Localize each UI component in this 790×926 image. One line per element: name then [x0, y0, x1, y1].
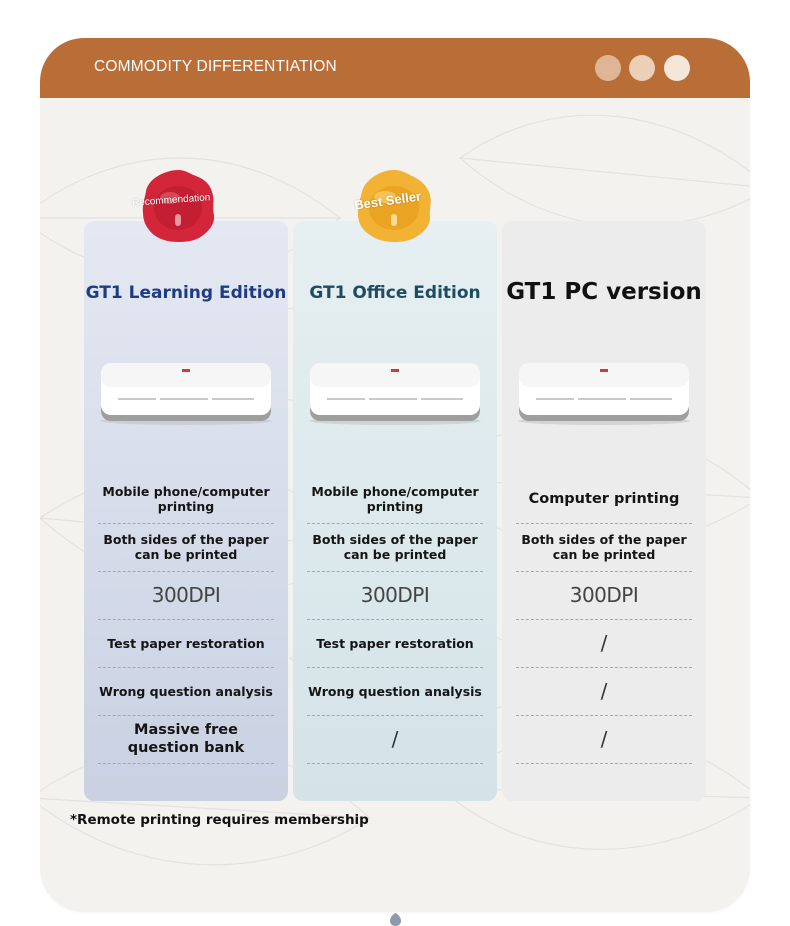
feature-cell: Both sides of the paper can be printed	[307, 523, 483, 572]
feature-cell: Wrong question analysis	[307, 667, 483, 716]
feature-cell: Both sides of the paper can be printed	[516, 523, 692, 572]
feature-cell: /	[307, 715, 483, 764]
header-bar	[40, 38, 750, 98]
column-title: GT1 PC version	[506, 279, 702, 305]
feature-cell: Mobile phone/computer printing	[98, 475, 274, 524]
feature-cell: 300DPI	[516, 571, 692, 620]
best-seller-seal-badge	[354, 168, 434, 248]
header-title: COMMODITY DIFFERENTIATION	[94, 58, 337, 75]
feature-cell: Test paper restoration	[307, 619, 483, 668]
printer-image	[516, 359, 692, 429]
header-dot	[595, 55, 621, 81]
feature-cell: Test paper restoration	[98, 619, 274, 668]
feature-cell: Mobile phone/computer printing	[307, 475, 483, 524]
column-learning-edition	[84, 221, 288, 801]
badge-label: Recommendation	[131, 192, 211, 209]
printer-image	[307, 359, 483, 429]
badge-label: Best Seller	[353, 188, 422, 213]
column-office-edition	[293, 221, 497, 801]
header-dot	[664, 55, 690, 81]
printer-image	[98, 359, 274, 429]
location-pin-icon	[390, 913, 401, 926]
footnote: *Remote printing requires membership	[70, 812, 369, 828]
feature-cell: 300DPI	[307, 571, 483, 620]
column-pc-version	[502, 221, 706, 801]
feature-cell: Computer printing	[516, 475, 692, 524]
feature-cell: 300DPI	[98, 571, 274, 620]
feature-cell: Both sides of the paper can be printed	[98, 523, 274, 572]
column-title: GT1 Learning Edition	[85, 283, 287, 303]
feature-cell: /	[516, 667, 692, 716]
feature-cell: Wrong question analysis	[98, 667, 274, 716]
recommendation-seal-badge	[131, 168, 216, 248]
column-title: GT1 Office Edition	[309, 283, 481, 303]
feature-cell: /	[516, 715, 692, 764]
header-dot	[629, 55, 655, 81]
feature-cell: /	[516, 619, 692, 668]
feature-cell: Massive free question bank	[98, 715, 274, 764]
